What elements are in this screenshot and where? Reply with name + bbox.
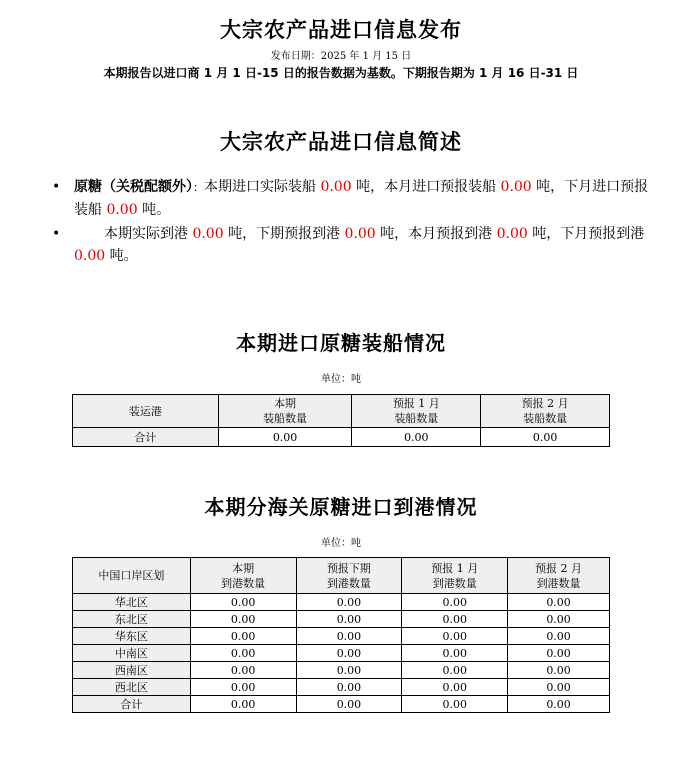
this-month-forecast-value: 0.00 xyxy=(500,179,532,195)
row-label: 合计 xyxy=(73,428,219,447)
cell-value: 0.00 xyxy=(508,594,610,611)
cell-value: 0.00 xyxy=(402,611,508,628)
cell-value: 0.00 xyxy=(508,611,610,628)
arrival-unit-label: 单位：吨 xyxy=(321,538,361,549)
cell-value: 0.00 xyxy=(296,628,402,645)
col-header-forecast-feb: 预报 2 月 到港数量 xyxy=(508,558,610,594)
arrival-section-title: 本期分海关原糖进口到港情况 xyxy=(204,495,478,519)
col-header-next-period: 预报下期 到港数量 xyxy=(296,558,402,594)
next-month-arrival-value: 0.00 xyxy=(74,248,106,264)
page-title: 大宗农产品进口信息发布 xyxy=(220,17,462,42)
cell-value: 0.00 xyxy=(296,594,402,611)
shipping-section-title: 本期进口原糖装船情况 xyxy=(236,331,446,355)
row-label: 华东区 xyxy=(73,628,191,645)
next-period-arrival-value: 0.00 xyxy=(344,226,376,242)
cell-value: 0.00 xyxy=(402,679,508,696)
cell-value: 0.00 xyxy=(402,645,508,662)
col-header-forecast-jan: 预报 1 月 到港数量 xyxy=(402,558,508,594)
table-row xyxy=(73,662,610,679)
col-header-current: 本期 装船数量 xyxy=(218,395,352,428)
cell-value: 0.00 xyxy=(402,662,508,679)
table-row xyxy=(73,696,610,713)
cell-value: 0.00 xyxy=(402,696,508,713)
this-month-arrival-value: 0.00 xyxy=(496,226,528,242)
table-row xyxy=(73,679,610,696)
row-label: 西北区 xyxy=(73,679,191,696)
cell-value: 0.00 xyxy=(296,645,402,662)
cell-value: 0.00 xyxy=(190,594,296,611)
cell-value: 0.00 xyxy=(190,662,296,679)
cell-value: 0.00 xyxy=(352,428,481,447)
publish-date: 发布日期：2025 年 1 月 15 日 xyxy=(270,51,412,62)
next-month-forecast-value: 0.00 xyxy=(106,202,138,218)
col-header-forecast-jan: 预报 1 月 装船数量 xyxy=(352,395,481,428)
bullet-icon: • xyxy=(52,226,61,242)
col-header-region: 中国口岸区划 xyxy=(73,558,191,594)
row-label: 东北区 xyxy=(73,611,191,628)
col-header-port: 装运港 xyxy=(73,395,219,428)
cell-value: 0.00 xyxy=(190,696,296,713)
table-row xyxy=(73,428,610,447)
summary-title: 大宗农产品进口信息简述 xyxy=(220,129,462,154)
cell-value: 0.00 xyxy=(190,679,296,696)
arrived-value: 0.00 xyxy=(192,226,224,242)
row-label: 中南区 xyxy=(73,645,191,662)
cell-value: 0.00 xyxy=(508,645,610,662)
arrival-table xyxy=(72,557,610,713)
cell-value: 0.00 xyxy=(296,611,402,628)
report-period-notice: 本期报告以进口商 1 月 1 日-15 日的报告数据为基数。下期报告期为 1 月 16 日-31 日 xyxy=(103,66,579,80)
table-row xyxy=(73,645,610,662)
cell-value: 0.00 xyxy=(190,611,296,628)
row-label: 合计 xyxy=(73,696,191,713)
cell-value: 0.00 xyxy=(508,662,610,679)
cell-value: 0.00 xyxy=(508,628,610,645)
commodity-label: 原糖（关税配额外） xyxy=(74,179,193,195)
summary-item-raw-sugar: • 原糖（关税配额外）：本期进口实际装船 0.00 吨，本月进口预报装船 0.00 吨，下月进口预报装船 0.00 吨。 xyxy=(52,176,652,221)
cell-value: 0.00 xyxy=(402,628,508,645)
row-label: 西南区 xyxy=(73,662,191,679)
cell-value: 0.00 xyxy=(296,679,402,696)
table-row xyxy=(73,611,610,628)
row-label: 华北区 xyxy=(73,594,191,611)
table-header-row xyxy=(73,395,610,428)
cell-value: 0.00 xyxy=(190,628,296,645)
cell-value: 0.00 xyxy=(296,662,402,679)
cell-value: 0.00 xyxy=(218,428,352,447)
col-header-forecast-feb: 预报 2 月 装船数量 xyxy=(481,395,610,428)
cell-value: 0.00 xyxy=(508,679,610,696)
bullet-icon: • xyxy=(52,179,61,195)
table-header-row xyxy=(73,558,610,594)
cell-value: 0.00 xyxy=(190,645,296,662)
cell-value: 0.00 xyxy=(481,428,610,447)
shipping-table xyxy=(72,394,610,447)
table-row xyxy=(73,594,610,611)
shipping-unit-label: 单位：吨 xyxy=(321,374,361,385)
cell-value: 0.00 xyxy=(508,696,610,713)
cell-value: 0.00 xyxy=(296,696,402,713)
summary-list xyxy=(52,176,652,269)
col-header-current: 本期 到港数量 xyxy=(190,558,296,594)
cell-value: 0.00 xyxy=(402,594,508,611)
shipped-value: 0.00 xyxy=(320,179,352,195)
summary-item-arrivals: • 本期实际到港 0.00 吨，下期预报到港 0.00 吨，本月预报到港 0.00 吨，下月预报到港 0.00 吨。 xyxy=(52,223,652,267)
table-row xyxy=(73,628,610,645)
